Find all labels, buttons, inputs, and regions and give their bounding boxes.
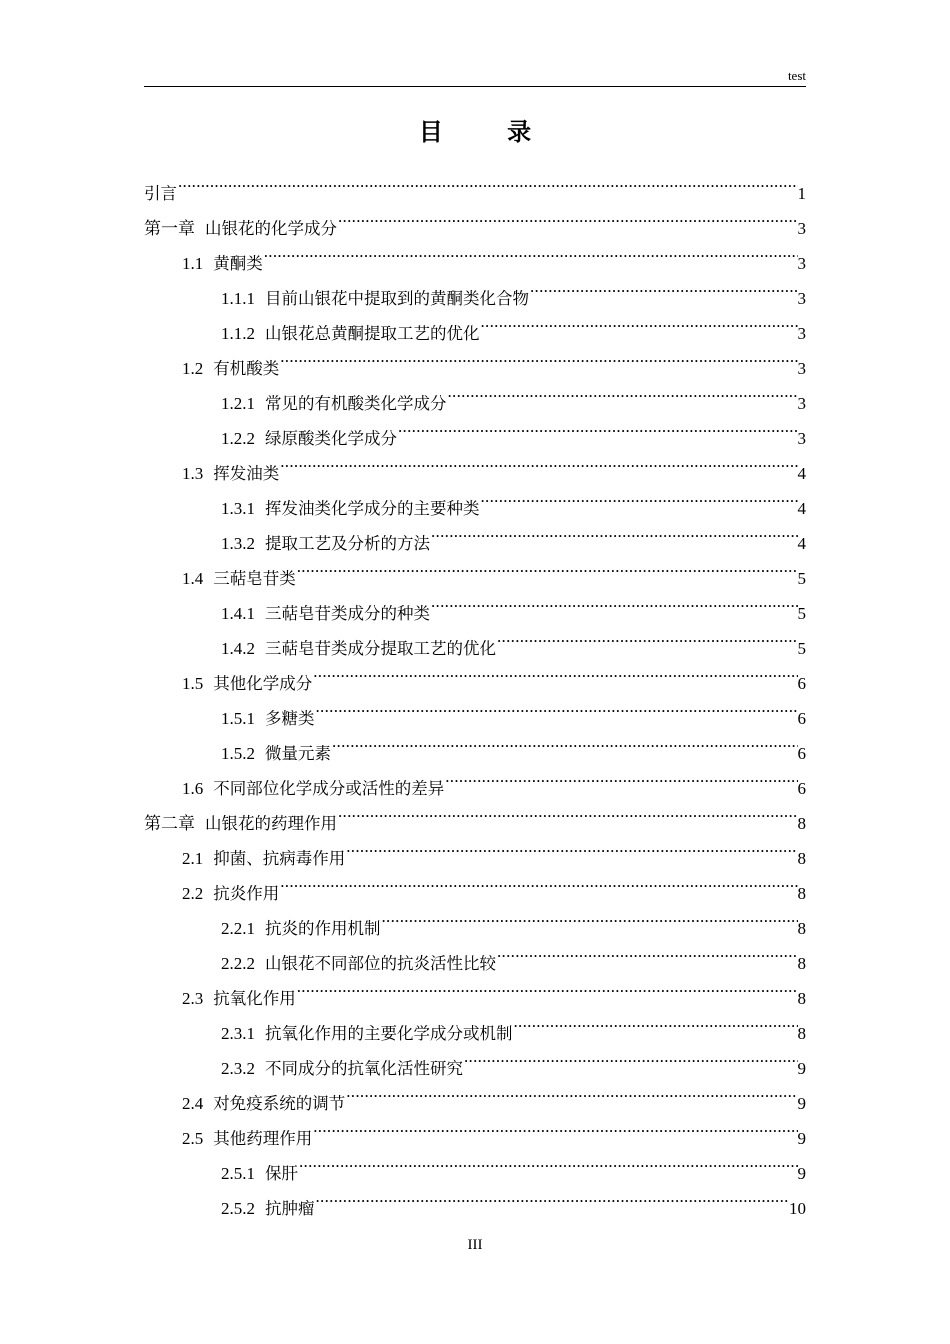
toc-dot-leader	[529, 269, 798, 304]
toc-dot-leader	[296, 549, 798, 584]
toc-dot-leader	[430, 584, 798, 619]
toc-dot-leader	[298, 1144, 798, 1179]
toc-entry-page: 4	[797, 534, 806, 553]
toc-entry-page: 9	[797, 1094, 806, 1113]
toc-entry-number: 2.3	[182, 989, 204, 1008]
toc-entry-label: 提取工艺及分析的方法	[265, 534, 430, 553]
toc-entry-page: 8	[797, 814, 806, 833]
toc-entry-number: 2.2.1	[221, 919, 255, 938]
toc-dot-leader	[463, 1039, 798, 1074]
toc-dot-leader	[315, 689, 798, 724]
toc-entry-label: 三萜皂苷类成分的种类	[265, 604, 430, 623]
toc-entry-number: 1.5	[182, 674, 204, 693]
toc-entry-number: 2.3.1	[221, 1024, 255, 1043]
toc-entry-label: 抗肿瘤	[265, 1199, 315, 1218]
toc-entry[interactable]	[144, 199, 806, 238]
toc-entry-page: 3	[797, 429, 806, 448]
toc-entry-label: 常见的有机酸类化学成分	[265, 394, 447, 413]
toc-entry-number: 1.2	[182, 359, 204, 378]
toc-entry-label: 抗炎的作用机制	[265, 919, 381, 938]
toc-entry-page: 8	[797, 1024, 806, 1043]
toc-entry-number: 2.5	[182, 1129, 204, 1148]
toc-entry-page: 8	[797, 919, 806, 938]
toc-title: 目 录	[418, 118, 560, 146]
toc-entry-page: 4	[797, 464, 806, 483]
toc-entry[interactable]	[144, 164, 806, 203]
toc-entry-page: 1	[797, 184, 806, 203]
toc-entry-number: 第一章	[144, 219, 195, 238]
toc-entry-label: 抗炎作用	[213, 884, 280, 903]
toc-dot-leader	[430, 514, 798, 549]
toc-entry-page: 3	[797, 254, 806, 273]
toc-entry-page: 9	[797, 1164, 806, 1183]
toc-entry-label: 挥发油类	[213, 464, 280, 483]
toc-dot-leader	[397, 409, 798, 444]
toc-entry-number: 1.6	[182, 779, 204, 798]
toc-entry-number: 1.3.1	[221, 499, 255, 518]
toc-entry-label: 多糖类	[265, 709, 315, 728]
toc-entry-page: 6	[797, 779, 806, 798]
toc-entry-label: 黄酮类	[213, 254, 263, 273]
toc-entry-label: 抗氧化作用	[213, 989, 296, 1008]
toc-entry-page: 4	[797, 499, 806, 518]
toc-dot-leader	[381, 899, 798, 934]
toc-entry-page: 8	[797, 849, 806, 868]
toc-entry-label: 山银花总黄酮提取工艺的优化	[265, 324, 480, 343]
toc-entry-label: 其他化学成分	[213, 674, 313, 693]
toc-entry-page: 3	[797, 289, 806, 308]
page-number: III	[467, 1237, 483, 1253]
toc-entry-number: 2.5.1	[221, 1164, 255, 1183]
toc-dot-leader	[331, 724, 798, 759]
toc-entry-page: 6	[797, 674, 806, 693]
toc-entry-label: 三萜皂苷类	[213, 569, 296, 588]
toc-entry-number: 1.4	[182, 569, 204, 588]
toc-entry-number: 1.1.1	[221, 289, 255, 308]
toc-dot-leader	[279, 339, 797, 374]
toc-dot-leader	[263, 234, 798, 269]
toc-entry-number: 1.1.2	[221, 324, 255, 343]
header-rule	[144, 86, 806, 87]
toc-entry-number: 1.5.2	[221, 744, 255, 763]
toc-entry-number: 1.2.2	[221, 429, 255, 448]
toc-entry-number: 2.5.2	[221, 1199, 255, 1218]
running-header: test	[787, 68, 806, 83]
toc-entry-number: 1.4.2	[221, 639, 255, 658]
toc-entry-label: 引言	[144, 184, 177, 203]
toc-entry-label: 绿原酸类化学成分	[265, 429, 397, 448]
toc-dot-leader	[279, 444, 797, 479]
toc-entry-page: 5	[797, 639, 806, 658]
toc-dot-leader	[447, 374, 798, 409]
toc-entry-label: 抗氧化作用的主要化学成分或机制	[265, 1024, 513, 1043]
toc-entry-label: 有机酸类	[213, 359, 280, 378]
toc-dot-leader	[312, 654, 797, 689]
toc-entry-page: 3	[797, 359, 806, 378]
toc-entry-page: 5	[797, 569, 806, 588]
toc-entry-page: 8	[797, 954, 806, 973]
toc-dot-leader	[177, 164, 798, 199]
toc-dot-leader	[296, 969, 798, 1004]
toc-entry-number: 1.3.2	[221, 534, 255, 553]
toc-dot-leader	[337, 794, 798, 829]
toc-dot-leader	[345, 829, 797, 864]
toc-entry-page: 6	[797, 709, 806, 728]
toc-entry-page: 3	[797, 394, 806, 413]
toc-entry-number: 1.1	[182, 254, 204, 273]
toc-entry-label: 其他药理作用	[213, 1129, 313, 1148]
toc-dot-leader	[337, 199, 798, 234]
toc-entry-page: 3	[797, 324, 806, 343]
toc-entry-number: 1.5.1	[221, 709, 255, 728]
toc-entry-label: 山银花的化学成分	[205, 219, 337, 238]
toc-entry-label: 三萜皂苷类成分提取工艺的优化	[265, 639, 496, 658]
toc-dot-leader	[279, 864, 797, 899]
toc-entry-number: 第二章	[144, 814, 195, 833]
toc-dot-leader	[496, 934, 798, 969]
toc-entry-label: 不同成分的抗氧化活性研究	[265, 1059, 463, 1078]
toc-entry-label: 不同部位化学成分或活性的差异	[213, 779, 445, 798]
toc-dot-leader	[345, 1074, 797, 1109]
toc-entry-page: 9	[797, 1129, 806, 1148]
toc-entry-label: 抑菌、抗病毒作用	[213, 849, 346, 868]
toc-entry-page: 9	[797, 1059, 806, 1078]
toc-entry-label: 保肝	[265, 1164, 298, 1183]
toc-entry-label: 对免疫系统的调节	[213, 1094, 346, 1113]
toc-entry-page: 8	[797, 884, 806, 903]
toc-entry-label: 挥发油类化学成分的主要种类	[265, 499, 480, 518]
toc-entry-number: 2.4	[182, 1094, 204, 1113]
toc-entry-number: 1.4.1	[221, 604, 255, 623]
toc-entry-number: 1.2.1	[221, 394, 255, 413]
toc-entry-label: 山银花的药理作用	[205, 814, 337, 833]
toc-list	[144, 164, 806, 1218]
toc-dot-leader	[315, 1179, 790, 1214]
toc-entry-page: 10	[789, 1199, 806, 1218]
toc-entry-label: 目前山银花中提取到的黄酮类化合物	[265, 289, 529, 308]
toc-dot-leader	[480, 479, 798, 514]
toc-entry-number: 2.1	[182, 849, 204, 868]
toc-entry-label: 微量元素	[265, 744, 331, 763]
toc-dot-leader	[513, 1004, 798, 1039]
toc-dot-leader	[480, 304, 798, 339]
toc-dot-leader	[312, 1109, 797, 1144]
toc-entry-page: 3	[797, 219, 806, 238]
toc-entry-page: 8	[797, 989, 806, 1008]
toc-entry-number: 2.2.2	[221, 954, 255, 973]
toc-entry-number: 1.3	[182, 464, 204, 483]
toc-entry-number: 2.3.2	[221, 1059, 255, 1078]
toc-entry-page: 6	[797, 744, 806, 763]
toc-entry-label: 山银花不同部位的抗炎活性比较	[265, 954, 496, 973]
toc-entry-page: 5	[797, 604, 806, 623]
toc-entry-number: 2.2	[182, 884, 204, 903]
toc-dot-leader	[496, 619, 798, 654]
toc-dot-leader	[444, 759, 797, 794]
